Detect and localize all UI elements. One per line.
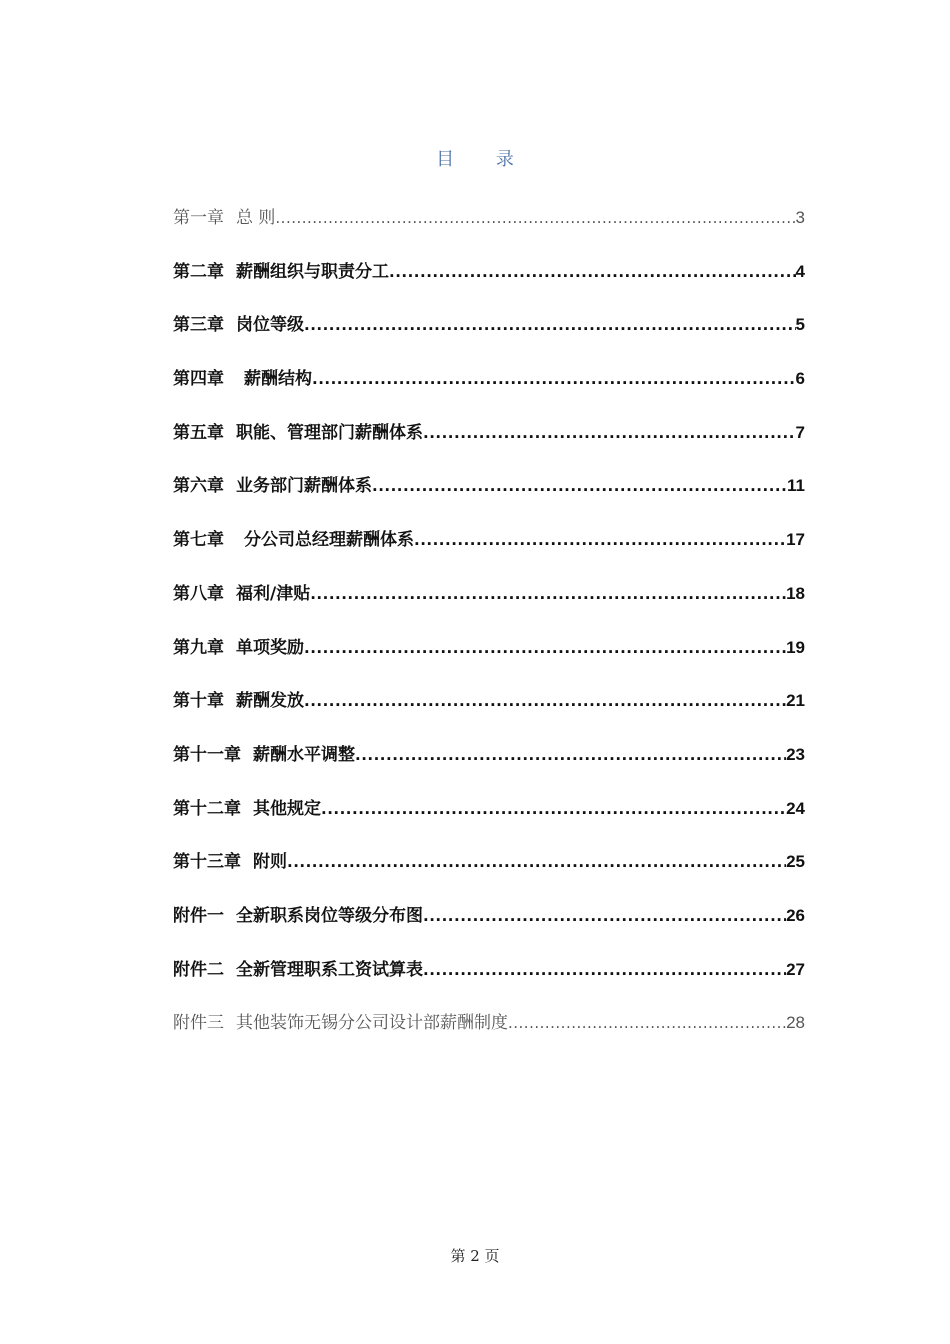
toc-entry[interactable] xyxy=(173,796,805,850)
toc-entry-title: 薪酬结构 xyxy=(244,369,312,390)
toc-leader-dots xyxy=(372,473,787,499)
page-footer: 第 2 页 xyxy=(450,1247,500,1265)
toc-entry[interactable] xyxy=(173,849,805,903)
toc-entry[interactable] xyxy=(173,903,805,957)
toc-leader-dots xyxy=(275,205,795,231)
toc-leader-dots xyxy=(355,742,786,768)
toc-entry-title: 全新管理职系工资试算表 xyxy=(236,959,423,980)
toc-entry-chapter: 第一章 xyxy=(173,208,224,228)
toc-entry[interactable] xyxy=(173,581,805,635)
toc-entry-chapter: 第十三章 xyxy=(173,852,241,873)
toc-entry-title: 岗位等级 xyxy=(236,315,304,336)
toc-entry[interactable] xyxy=(173,527,805,581)
toc-entry[interactable] xyxy=(173,259,805,313)
toc-entry-page: 3 xyxy=(795,208,805,227)
toc-entry-title: 福利/津贴 xyxy=(236,583,311,604)
toc-entry-chapter: 附件一 xyxy=(173,905,224,926)
toc-entry[interactable] xyxy=(173,205,805,259)
toc-entry-title: 单项奖励 xyxy=(236,637,304,658)
toc-entry-chapter: 第三章 xyxy=(173,315,224,336)
toc-leader-dots xyxy=(304,635,786,661)
toc-entry[interactable] xyxy=(173,366,805,420)
toc-entry[interactable] xyxy=(173,420,805,474)
toc-entry-chapter: 第二章 xyxy=(173,261,224,282)
toc-entry-title: 全新职系岗位等级分布图 xyxy=(236,905,423,926)
toc-entry-title: 附则 xyxy=(253,852,287,873)
toc-entry-page: 21 xyxy=(786,691,805,711)
toc-leader-dots xyxy=(304,312,796,338)
toc-entry-chapter: 附件三 xyxy=(173,1013,224,1034)
toc-entry-page: 11 xyxy=(787,476,805,496)
toc-entry-chapter: 第五章 xyxy=(173,422,224,443)
toc-entry-title: 其他装饰无锡分公司设计部薪酬制度 xyxy=(236,1013,508,1034)
toc-entry-chapter: 第六章 xyxy=(173,476,224,497)
toc-entry-page: 28 xyxy=(786,1013,805,1033)
toc-entry-title: 业务部门薪酬体系 xyxy=(236,476,372,497)
toc-leader-dots xyxy=(508,1010,786,1036)
toc-entry-page: 23 xyxy=(786,744,805,764)
toc-entry[interactable] xyxy=(173,473,805,527)
toc-entry-title: 薪酬发放 xyxy=(236,691,304,712)
toc-entry-title: 总 则 xyxy=(236,208,276,228)
toc-entry-title: 其他规定 xyxy=(253,798,321,819)
toc-entry-chapter: 附件二 xyxy=(173,959,224,980)
toc-leader-dots xyxy=(423,957,786,983)
toc-leader-dots xyxy=(389,259,796,285)
toc-leader-dots xyxy=(304,688,786,714)
toc-entry[interactable] xyxy=(173,635,805,689)
toc-leader-dots xyxy=(423,420,796,446)
toc-leader-dots xyxy=(312,366,796,392)
toc-leader-dots xyxy=(287,849,786,875)
toc-entry-page: 26 xyxy=(786,905,805,925)
toc-entry-title: 薪酬水平调整 xyxy=(253,744,355,765)
toc-entry-chapter: 第七章 xyxy=(173,530,224,551)
toc-entry-chapter: 第十一章 xyxy=(173,744,241,765)
toc-entry-title: 分公司总经理薪酬体系 xyxy=(244,530,414,551)
toc-entry-page: 7 xyxy=(795,422,805,442)
toc-entry-chapter: 第四章 xyxy=(173,369,224,390)
toc-leader-dots xyxy=(310,581,786,607)
toc-entry[interactable] xyxy=(173,742,805,796)
toc-entry-page: 18 xyxy=(786,583,805,603)
toc-entry-page: 17 xyxy=(786,530,805,550)
toc-entry[interactable] xyxy=(173,688,805,742)
toc-entry-page: 27 xyxy=(786,959,805,979)
toc-leader-dots xyxy=(321,796,786,822)
toc-leader-dots xyxy=(423,903,786,929)
toc-entry-chapter: 第十二章 xyxy=(173,798,241,819)
toc-entry-title: 薪酬组织与职责分工 xyxy=(236,261,389,282)
toc-entry-chapter: 第九章 xyxy=(173,637,224,658)
toc-entry-chapter: 第八章 xyxy=(173,583,224,604)
toc-entry[interactable] xyxy=(173,957,805,1011)
toc-leader-dots xyxy=(414,527,786,553)
toc-entry-page: 6 xyxy=(795,369,805,389)
toc-entry-page: 24 xyxy=(786,798,805,818)
toc-entry-page: 25 xyxy=(786,852,805,872)
toc-entry[interactable] xyxy=(173,1010,805,1064)
toc-entry-page: 19 xyxy=(786,637,805,657)
toc-entry-chapter: 第十章 xyxy=(173,691,224,712)
toc-list xyxy=(173,205,805,1064)
toc-entry-title: 职能、管理部门薪酬体系 xyxy=(236,422,423,443)
toc-entry[interactable] xyxy=(173,312,805,366)
toc-entry-page: 5 xyxy=(795,315,805,335)
toc-entry-page: 4 xyxy=(795,261,805,281)
toc-title: 目 录 xyxy=(436,149,532,170)
